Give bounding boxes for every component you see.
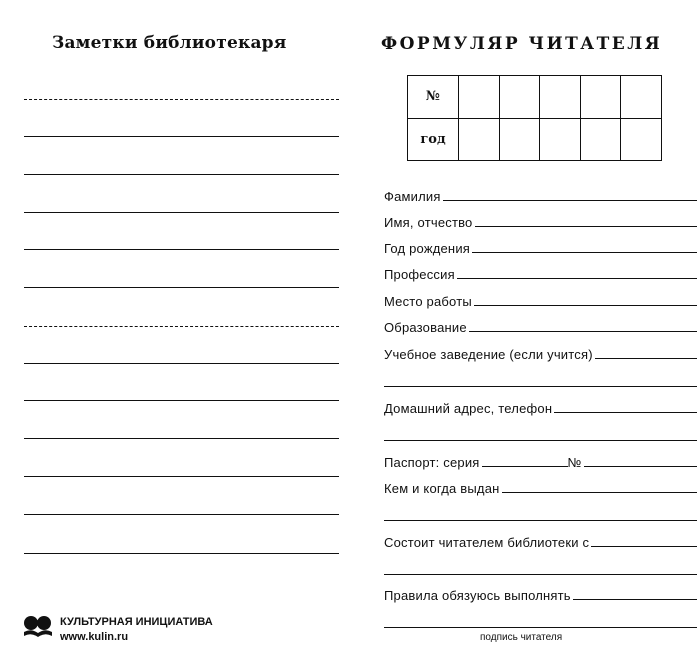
reader-since-line[interactable] — [591, 546, 697, 547]
issued-by-line[interactable] — [502, 492, 697, 493]
profession-field — [384, 266, 697, 282]
notes-line — [24, 136, 339, 137]
address-continuation-line[interactable] — [384, 440, 697, 441]
name-patronymic-field — [384, 214, 697, 230]
grid-cell[interactable] — [499, 118, 540, 161]
profession-line[interactable] — [457, 278, 697, 279]
rules-field — [384, 587, 697, 603]
grid-cell[interactable] — [499, 76, 540, 119]
grid-cell[interactable] — [621, 76, 662, 119]
surname-field — [384, 188, 697, 204]
notes-line — [24, 438, 339, 439]
signature-caption: подпись читателя — [480, 632, 563, 643]
notes-line — [24, 99, 339, 100]
address-phone-label: Домашний адрес, телефон — [384, 401, 553, 416]
notes-line — [24, 326, 339, 327]
name-patronymic-line[interactable] — [475, 226, 697, 227]
notes-line — [24, 363, 339, 364]
notes-line — [24, 174, 339, 175]
grid-label-year: год — [408, 118, 459, 161]
notes-line — [24, 287, 339, 288]
notes-line — [24, 514, 339, 515]
publisher-name: КУЛЬТУРНАЯ ИНИЦИАТИВА — [60, 616, 213, 628]
school-continuation-line[interactable] — [384, 386, 697, 387]
workplace-label: Место работы — [384, 294, 472, 309]
passport-field — [384, 454, 697, 470]
surname-line[interactable] — [443, 200, 697, 201]
grid-cell[interactable] — [459, 118, 500, 161]
grid-cell[interactable] — [580, 76, 621, 119]
issued-by-label: Кем и когда выдан — [384, 481, 500, 496]
number-year-grid — [407, 75, 662, 161]
grid-cell[interactable] — [621, 118, 662, 161]
notes-line — [24, 476, 339, 477]
publisher-website: www.kulin.ru — [60, 631, 129, 643]
issued-by-continuation-line[interactable] — [384, 520, 697, 521]
address-phone-line[interactable] — [554, 412, 697, 413]
signature-line[interactable] — [384, 627, 697, 628]
notes-line — [24, 212, 339, 213]
passport-number-label: № — [567, 455, 582, 470]
school-label: Учебное заведение (если учится) — [384, 347, 593, 362]
grid-cell[interactable] — [540, 76, 581, 119]
passport-series-line[interactable] — [482, 466, 568, 467]
grid-cell[interactable] — [540, 118, 581, 161]
grid-cell[interactable] — [459, 76, 500, 119]
school-field — [384, 346, 697, 362]
notes-line — [24, 249, 339, 250]
reader-since-continuation-line[interactable] — [384, 574, 697, 575]
school-line[interactable] — [595, 358, 697, 359]
notes-line — [24, 400, 339, 401]
surname-label: Фамилия — [384, 189, 441, 204]
notes-line — [24, 553, 339, 554]
grid-row-number — [408, 76, 662, 119]
publisher-logo-icon — [22, 614, 54, 640]
passport-series-label: Паспорт: серия — [384, 455, 480, 470]
rules-line[interactable] — [573, 599, 697, 600]
name-patronymic-label: Имя, отчество — [384, 215, 473, 230]
profession-label: Профессия — [384, 267, 455, 282]
workplace-field — [384, 293, 697, 309]
birth-year-field — [384, 240, 697, 256]
passport-number-line[interactable] — [584, 466, 697, 467]
reader-since-label: Состоит читателем библиотеки с — [384, 535, 590, 550]
address-phone-field — [384, 400, 697, 416]
notes-title: Заметки библиотекаря — [52, 33, 287, 53]
form-title: ФОРМУЛЯР ЧИТАТЕЛЯ — [381, 34, 663, 54]
education-field — [384, 319, 697, 335]
workplace-line[interactable] — [474, 305, 697, 306]
birth-year-label: Год рождения — [384, 241, 471, 256]
issued-by-field — [384, 480, 697, 496]
education-label: Образование — [384, 320, 467, 335]
grid-label-number: № — [408, 76, 459, 119]
education-line[interactable] — [469, 331, 697, 332]
reader-since-field — [384, 534, 697, 550]
publisher-brand — [60, 615, 213, 645]
rules-label: Правила обязуюсь выполнять — [384, 588, 571, 603]
grid-cell[interactable] — [580, 118, 621, 161]
grid-row-year — [408, 118, 662, 161]
birth-year-line[interactable] — [472, 252, 697, 253]
